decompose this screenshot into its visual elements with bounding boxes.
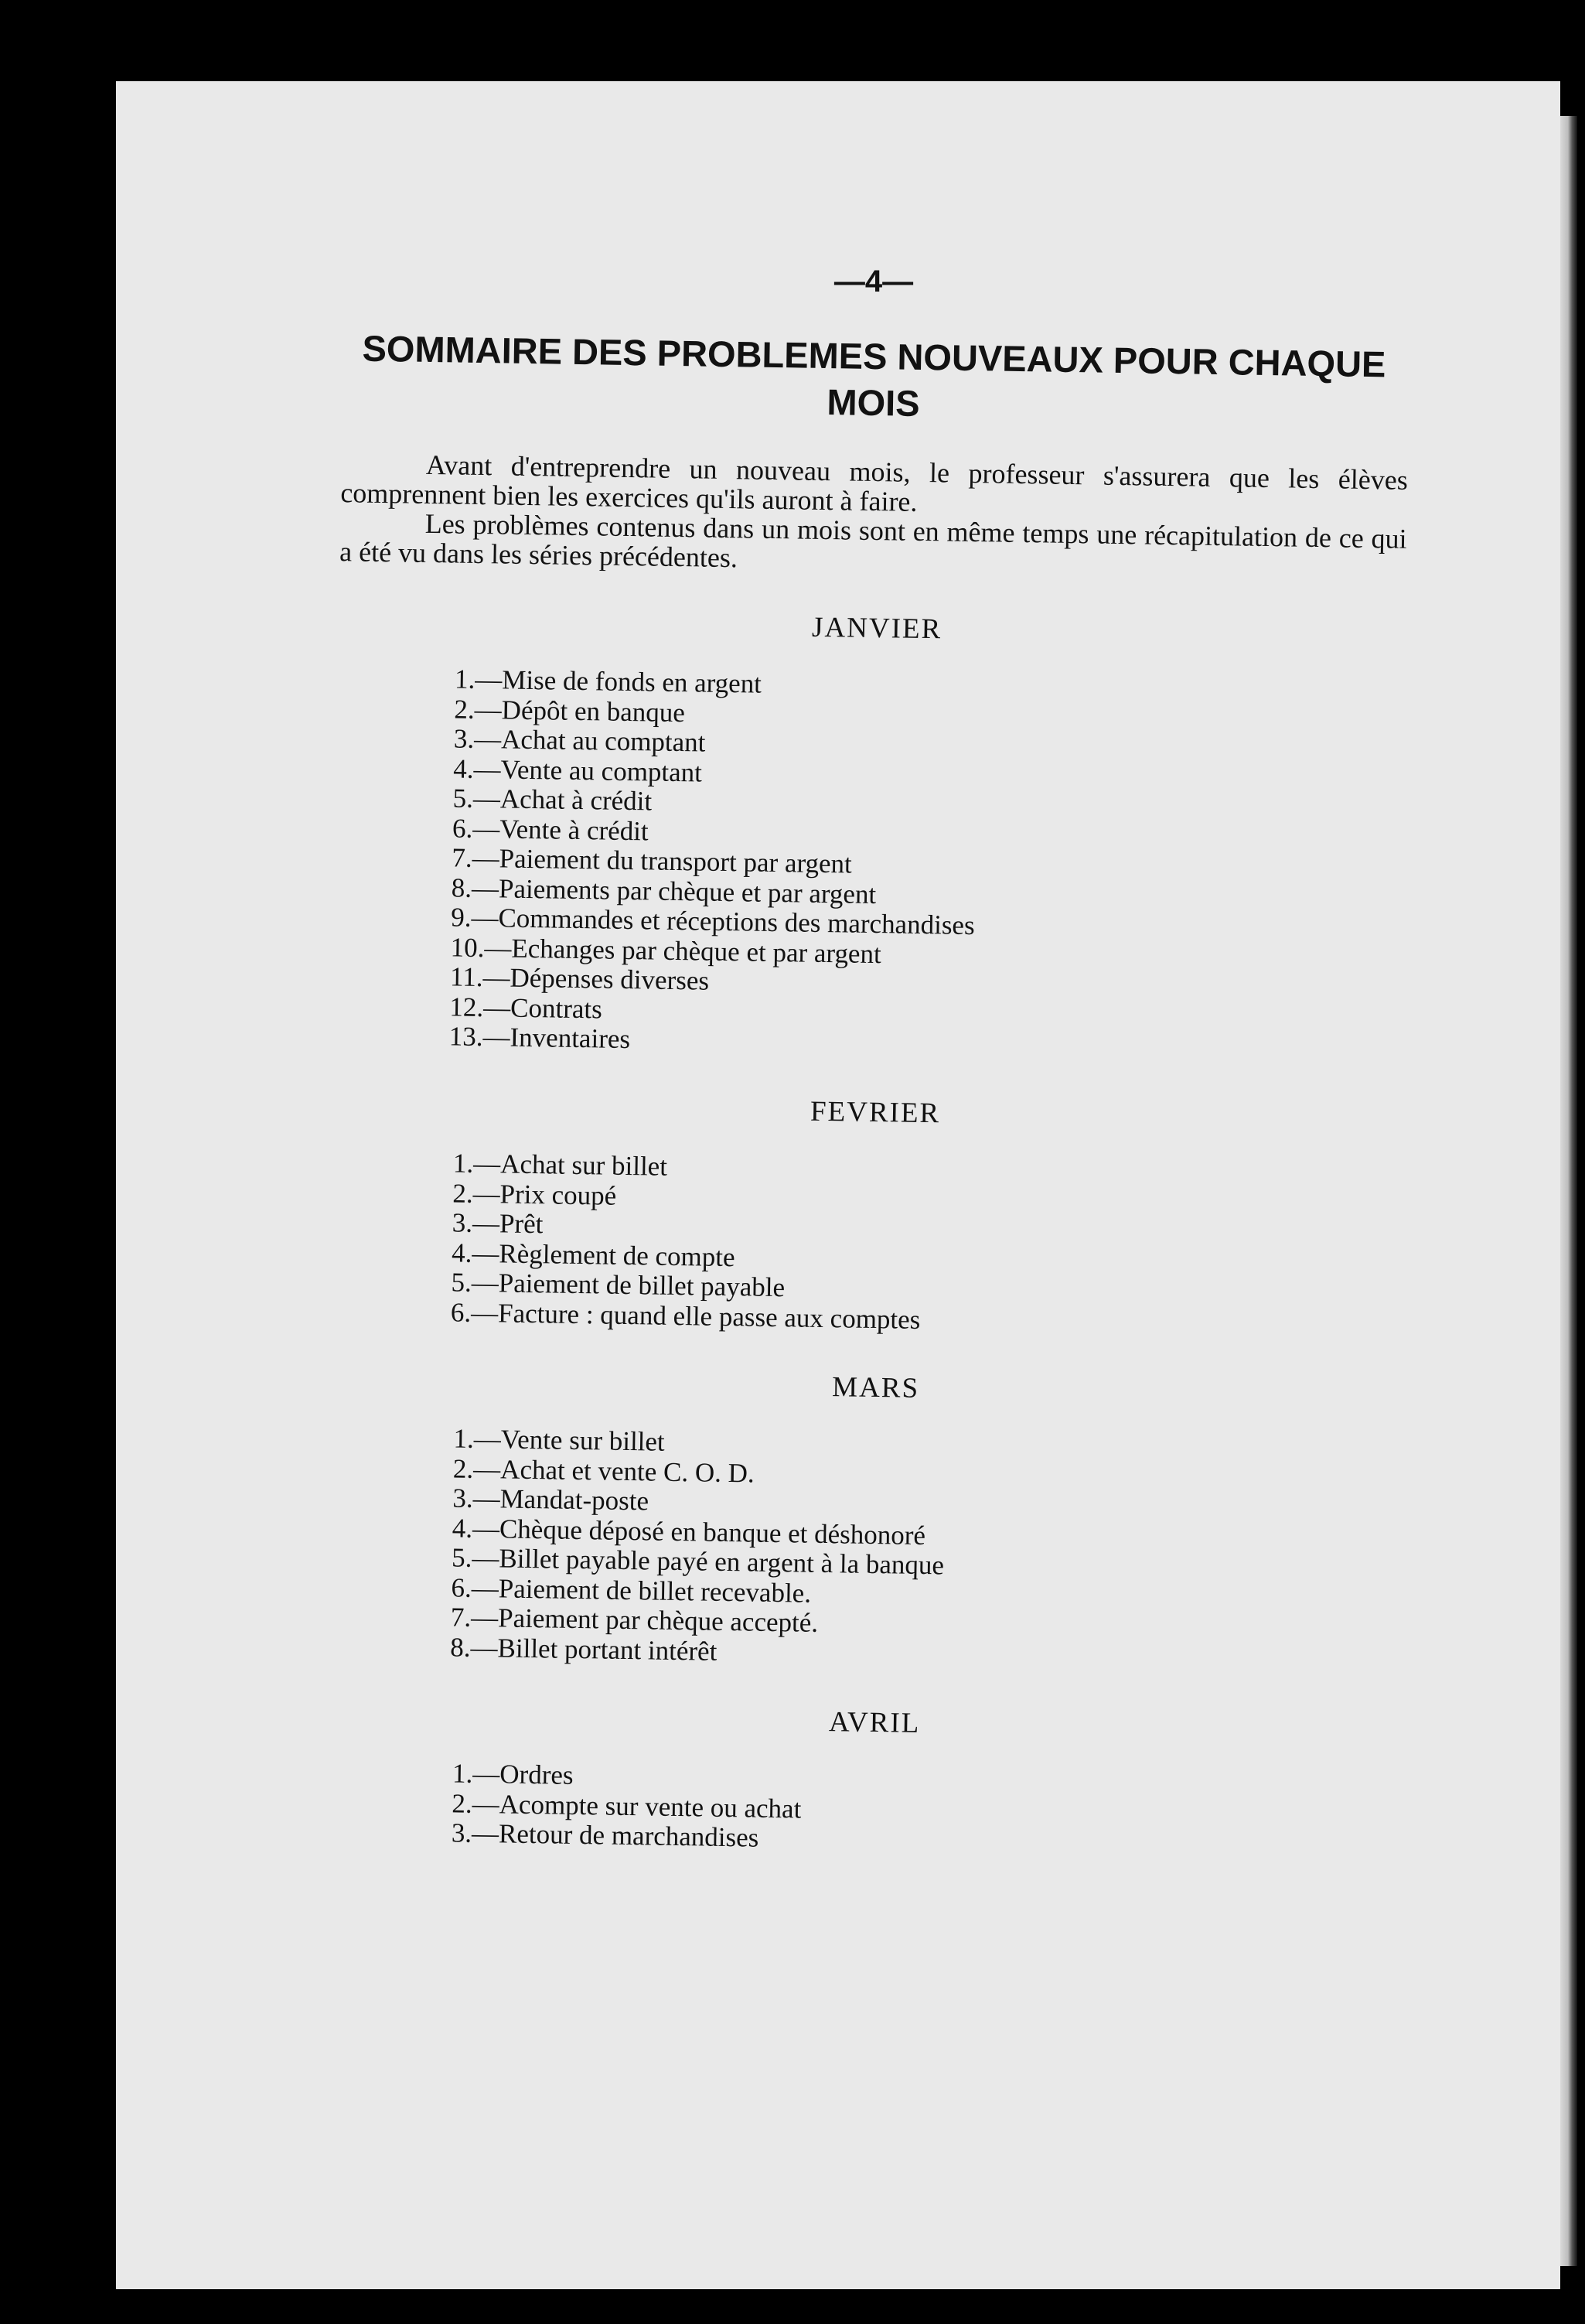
list-item: 5.—Paiement de billet payable — [451, 1266, 786, 1302]
list-item: 3.—Achat au comptant — [453, 723, 706, 758]
list-item: 8.—Billet portant intérêt — [450, 1631, 718, 1666]
list-item: 11.—Dépenses diverses — [449, 961, 710, 996]
list-item: 8.—Paiements par chèque et par argent — [451, 872, 877, 909]
list-item: 2.—Dépôt en banque — [454, 693, 686, 728]
list-item: 3.—Prêt — [452, 1206, 544, 1239]
list-item: 1.—Achat sur billet — [452, 1147, 668, 1182]
list-item: 13.—Inventaires — [448, 1021, 631, 1055]
section-mars — [338, 1363, 1409, 1677]
list-item: 1.—Ordres — [452, 1757, 574, 1790]
page-content — [340, 255, 1407, 1855]
problem-list — [337, 663, 1410, 1066]
list-item: 6.—Vente à crédit — [452, 812, 649, 846]
list-item: 5.—Achat à crédit — [452, 783, 653, 817]
list-item: 2.—Achat et vente C. O. D. — [452, 1452, 755, 1488]
list-item: 7.—Paiement du transport par argent — [452, 842, 853, 879]
list-item: 7.—Paiement par chèque accepté. — [450, 1601, 819, 1638]
book-spine — [1560, 116, 1577, 2266]
section-avril — [339, 1698, 1409, 1863]
list-item: 4.—Chèque déposé en banque et déshonoré — [452, 1512, 926, 1551]
list-item: 4.—Règlement de compte — [451, 1237, 735, 1272]
intro-paragraph: Avant d'entreprendre un nouveau mois, le professeur s'assurera que les élèves comprennent bien les exercices qu'ils auront à faire. — [340, 449, 1409, 517]
list-item: 6.—Facture : quand elle passe aux comptes — [450, 1296, 921, 1334]
list-item: 4.—Vente au comptant — [452, 752, 703, 788]
list-item: 5.—Billet payable payé en argent à la banque — [451, 1541, 945, 1580]
list-item: 2.—Prix coupé — [452, 1177, 617, 1210]
list-item: 6.—Paiement de billet recevable. — [451, 1572, 812, 1608]
intro-text — [339, 449, 1408, 583]
list-item: 2.—Acompte sur vente ou achat — [452, 1787, 802, 1824]
month-heading: AVRIL — [828, 1705, 921, 1739]
problem-list — [338, 1422, 1409, 1677]
list-item: 9.—Commandes et réceptions des marchandises — [450, 902, 975, 941]
list-item: 10.—Echanges par chèque et par argent — [450, 931, 882, 969]
list-item: 1.—Mise de fonds en argent — [454, 664, 762, 699]
section-janvier — [337, 603, 1411, 1066]
list-item: 1.—Vente sur billet — [453, 1422, 666, 1457]
month-heading: JANVIER — [811, 611, 942, 646]
intro-paragraph: Les problèmes contenus dans un mois sont en même temps une récapitulation de ce qui a été vu dans les séries précédentes. — [339, 507, 1407, 574]
page-number: —4— — [833, 264, 914, 299]
page-title: SOMMAIRE DES PROBLEMES NOUVEAUX POUR CHAQUE MOIS — [362, 327, 1386, 424]
month-heading: MARS — [831, 1370, 920, 1404]
list-item: 12.—Contrats — [449, 991, 603, 1025]
list-item: 3.—Retour de marchandises — [451, 1817, 759, 1853]
month-heading: FEVRIER — [810, 1095, 941, 1129]
section-fevrier — [339, 1087, 1409, 1343]
list-item: 3.—Mandat-poste — [452, 1482, 649, 1516]
problem-list — [339, 1757, 1408, 1863]
problem-list — [339, 1147, 1408, 1343]
